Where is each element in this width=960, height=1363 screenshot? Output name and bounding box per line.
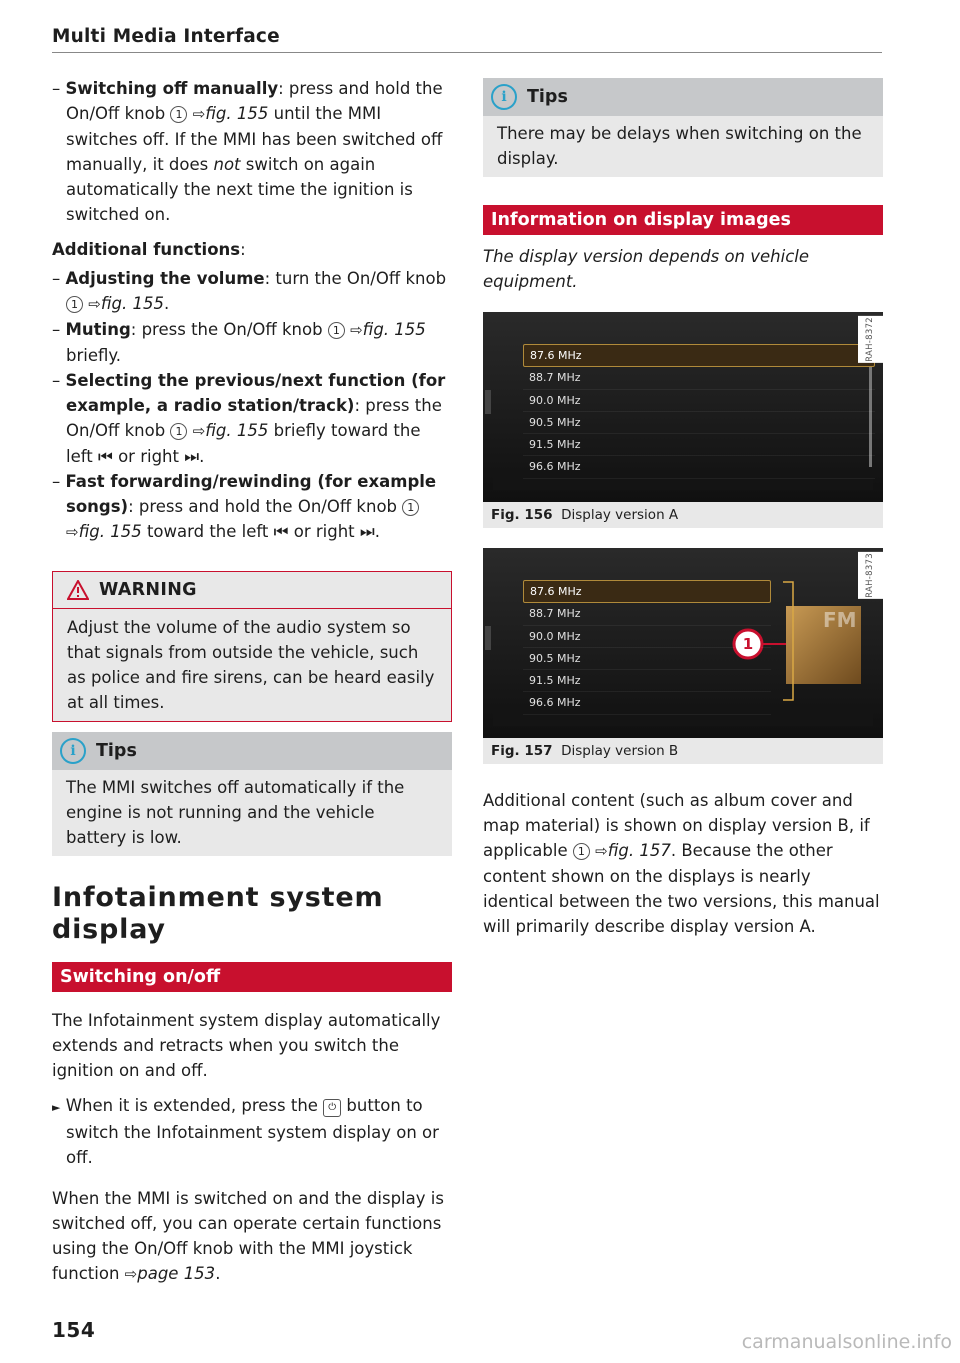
left-column [52,76,452,1287]
additional-functions-heading: Additional functions: [52,240,246,259]
switching-off-item: – Switching off manually: press and hold the On/Off knob 1 ⇨fig. 155 until the MMI switches off. If the MMI has been switched off manually, it does not switch on again automatically the next time the ignition is switched on. [52,79,443,224]
arrow-icon: ⇨ [192,422,206,440]
volume-text: : turn the On/Off knob [264,269,447,288]
page-link[interactable]: page 153 [137,1264,216,1283]
arrow-icon: ⇨ [595,842,608,860]
watermark: carmanualsonline.info [741,1331,952,1353]
frequency-row[interactable]: 91.5 MHz [523,670,771,692]
intro-italic: The display version depends on vehicle equipment. [483,247,810,291]
ff-text-3: or right [288,522,360,541]
tips-header-right [483,78,883,116]
figure-caption-text: Display version A [561,507,679,523]
tips-title: Tips [96,740,137,761]
figure-156 [483,312,883,502]
step-text-2: button to switch the Infotainment system display on or off. [66,1096,439,1167]
volume-label: Adjusting the volume [65,269,265,288]
display-body-paragraph [483,788,883,939]
arrow-icon: ⇨ [192,105,206,123]
mmi-paragraph: When the MMI is switched on and the display is switched off, you can operate certain functions using the On/Off knob with the MMI joystick function ⇨page 153. [52,1189,444,1283]
frequency-row[interactable]: 96.6 MHz [523,456,875,478]
select-text-3: or right [112,447,185,466]
tips-header [52,732,452,770]
tips-text-right: There may be delays when switching on the display. [483,116,883,177]
tips-box-right [483,78,883,177]
warning-triangle-icon [67,580,89,600]
body-text: Additional content (such as album cover and map material) is shown on display version B, if applicable [483,791,870,860]
arrow-icon: ⇨ [350,321,363,339]
switching-off-label: Switching off manually [65,79,279,98]
fig-link[interactable]: fig. 157 [607,841,671,860]
arrow-icon: ⇨ [124,1265,138,1283]
step-item [52,1093,452,1170]
tips-text: The MMI switches off automatically if the engine is not running and the vehicle battery is low. [52,770,452,856]
warning-header [53,572,451,609]
frequency-row[interactable]: 90.0 MHz [523,390,875,412]
frequency-list [523,580,771,715]
ff-label: Fast forwarding/rewinding (for example songs) [65,472,437,516]
arrow-icon: ⇨ [66,523,79,541]
figure-code: RAH-8372 [858,316,883,363]
body-text-2: . Because the other content shown on the displays is nearly identical between the two versions, this manual will primarily describe display version A. [483,841,880,936]
frequency-row[interactable]: 90.0 MHz [523,626,771,648]
section-title: Infotainment system display [52,882,384,945]
figure-number: Fig. 157 [491,743,553,759]
tips-box [52,732,452,856]
figure-code: RAH-8373 [858,552,883,599]
frequency-row[interactable]: 90.5 MHz [523,648,771,670]
select-text: : press the On/Off knob [66,396,442,440]
frequency-row[interactable]: 96.6 MHz [523,692,771,714]
figure-caption-text: Display version B [561,743,679,759]
fig-link[interactable]: fig. 155 [100,294,164,313]
ff-text: : press and hold the On/Off knob [128,497,403,516]
fast-forward-item: – Fast forwarding/rewinding (for example songs): press and hold the On/Off knob 1 ⇨fig. 155 toward the left ⏮ or right ⏭. [52,472,437,541]
mmi-text: When the MMI is switched on and the display is switched off, you can operate certain functions using the On/Off knob with the MMI joystick function [52,1189,444,1283]
callout-number: 1 [742,635,754,653]
muting-text-2: briefly. [66,346,122,365]
switching-off-text: : press and hold the On/Off knob [66,79,443,123]
skip-back-icon: ⏮ [273,522,289,541]
frequency-row[interactable]: 90.5 MHz [523,412,875,434]
select-label: Selecting the previous/next function (for example, a radio station/track) [65,371,446,415]
callout-ref: 1 [573,843,590,860]
knob-callout: 1 [66,296,83,313]
fm-label: FM [823,608,857,632]
volume-item: – Adjusting the volume: turn the On/Off knob 1 ⇨fig. 155. [52,269,447,313]
knob-callout: 1 [170,106,187,123]
intro-paragraph: The Infotainment system display automatically extends and retracts when you switch the ignition on and off. [52,1011,441,1080]
warning-box [52,571,452,722]
frequency-row-selected[interactable]: 87.6 MHz [523,344,875,367]
figure-156-caption [483,502,883,528]
triangle-bullet-icon: ► [52,1101,61,1114]
figure-number: Fig. 156 [491,507,553,523]
screen-power-button-icon: ⏻ [323,1099,341,1117]
switching-off-text-3: switch on again automatically the next time the ignition is switched on. [66,155,413,224]
frequency-row[interactable]: 88.7 MHz [523,367,875,389]
frequency-row[interactable]: 88.7 MHz [523,603,771,625]
info-icon: i [491,84,517,110]
frequency-list [523,344,875,479]
arrow-icon: ⇨ [88,295,101,313]
warning-title: WARNING [99,579,197,600]
muting-label: Muting [65,320,131,339]
subsection-title: Switching on/off [52,962,452,992]
emphasis-not: not [213,155,241,174]
ff-text-2: toward the left [141,522,274,541]
select-text-2: briefly toward the left [66,421,421,466]
frequency-row-selected[interactable]: 87.6 MHz [523,580,771,603]
warning-text: Adjust the volume of the audio system so that signals from outside the vehicle, such as police and fire sirens, can be heard easily at all times. [53,609,451,721]
muting-text: : press the On/Off knob [130,320,328,339]
figure-157 [483,548,883,738]
tips-title-right: Tips [527,86,568,107]
info-section-title: Information on display images [483,205,883,235]
fig-link[interactable]: fig. 155 [205,421,269,440]
figure-157-caption [483,738,883,764]
fig-link[interactable]: fig. 155 [205,104,269,123]
page-number: 154 [52,1318,96,1342]
switching-off-text-2: until the MMI switches off. If the MMI has been switched off manually, it does [66,104,443,174]
select-item: – Selecting the previous/next function (for example, a radio station/track): press the On/Off knob 1 ⇨fig. 155 briefly toward the left ⏮ or right ⏭. [52,371,446,466]
skip-back-icon: ⏮ [97,447,113,466]
step-text: When it is extended, press the [65,1096,324,1115]
skip-forward-icon: ⏭ [184,447,200,466]
page-header: Multi Media Interface [52,26,280,47]
knob-callout: 1 [402,499,419,516]
frequency-row[interactable]: 91.5 MHz [523,434,875,456]
info-icon: i [60,738,86,764]
fig-link[interactable]: fig. 155 [78,522,142,541]
skip-forward-icon: ⏭ [359,522,375,541]
knob-callout: 1 [170,423,187,440]
additional-functions-title: Additional functions [52,240,241,259]
right-column [483,78,883,939]
header-divider [52,52,882,53]
fig-link[interactable]: fig. 155 [362,320,426,339]
muting-item: – Muting: press the On/Off knob 1 ⇨fig. 155 briefly. [52,320,426,365]
knob-callout: 1 [328,322,345,339]
